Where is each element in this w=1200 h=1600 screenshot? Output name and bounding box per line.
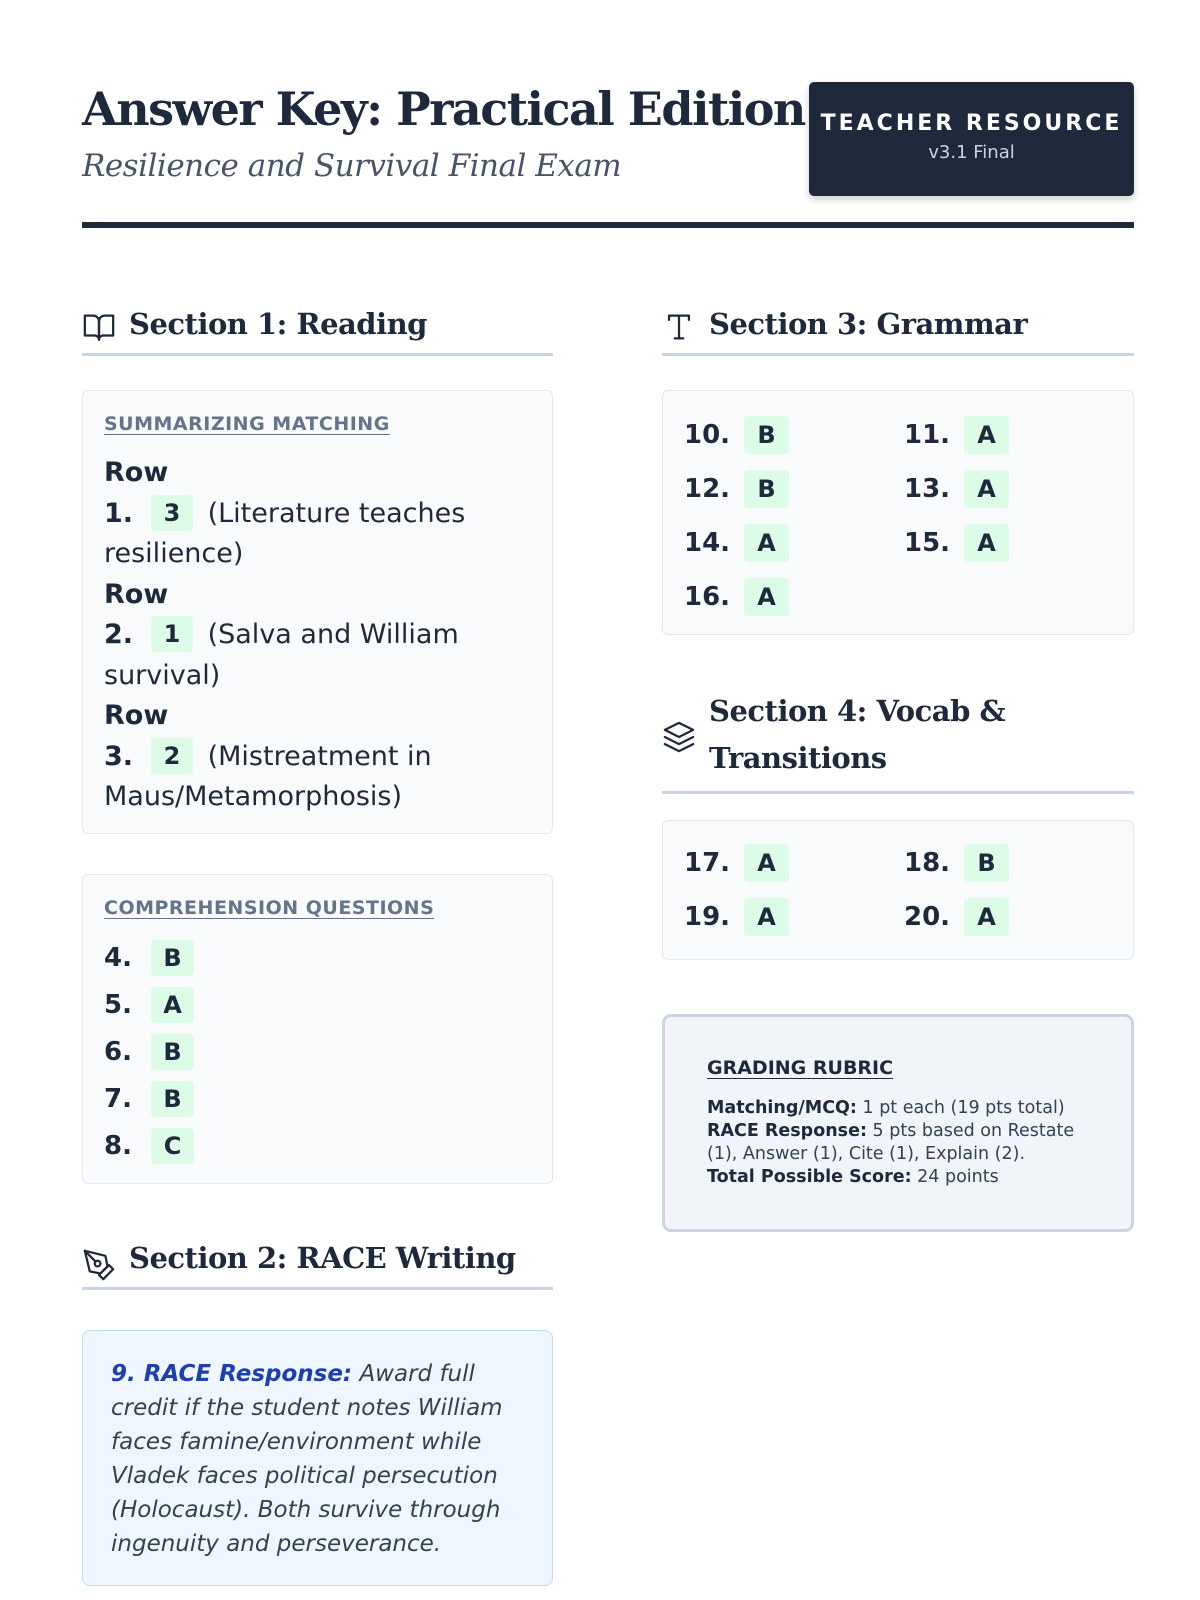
question-number: 17. [684, 848, 731, 878]
section-4-title-line-1: Section 4: Vocab & [709, 694, 1006, 728]
answer-pill: B [151, 940, 194, 976]
question-number: 18. [904, 848, 951, 878]
answer-pill: 2 [151, 738, 193, 774]
page-title: Answer Key: Practical Edition [82, 82, 805, 136]
row-word: Row [104, 700, 169, 731]
rubric-line-label: RACE Response: [707, 1121, 867, 1141]
answer-pill: B [151, 1081, 194, 1117]
pen-tool-icon [82, 1248, 116, 1282]
rubric-line [707, 1097, 1102, 1120]
question-number: 5. [104, 990, 132, 1020]
answer-pill: A [744, 844, 789, 882]
section-3-heading [662, 306, 1134, 356]
section-2-title: Section 2: RACE Writing [129, 1241, 516, 1275]
page-subtitle: Resilience and Survival Final Exam [82, 148, 622, 184]
matching-row [104, 696, 544, 818]
question-number: 7. [104, 1084, 132, 1114]
answer-pill: B [744, 470, 789, 508]
matching-answers [104, 453, 544, 818]
vocab-transitions-card [662, 820, 1134, 960]
question-number: 20. [904, 902, 951, 932]
matching-label: SUMMARIZING MATCHING [104, 413, 390, 435]
question-number: 10. [684, 420, 731, 450]
grading-rubric [662, 1014, 1134, 1232]
type-icon [662, 310, 696, 344]
row-note: (Literature teaches resilience) [104, 497, 466, 569]
question-number: 19. [684, 902, 731, 932]
section-2-heading [82, 1240, 553, 1290]
answer-pill: A [744, 898, 789, 936]
row-note: (Salva and William survival) [104, 619, 459, 691]
answer-pill: C [151, 1128, 194, 1164]
section-3-title: Section 3: Grammar [709, 307, 1028, 341]
layers-icon [662, 720, 696, 754]
rubric-body [707, 1097, 1102, 1189]
grammar-card [662, 390, 1134, 635]
section-1-title: Section 1: Reading [129, 307, 427, 341]
section-4-heading [662, 694, 1134, 794]
rubric-line [707, 1166, 1102, 1189]
rubric-line-text: 1 pt each (19 pts total) [856, 1098, 1065, 1118]
answer-pill: 1 [151, 616, 193, 652]
answer-pill: A [964, 898, 1009, 936]
row-word: Row [104, 578, 169, 610]
race-response-body: Award full credit if the student notes William faces famine/environment while Vladek faces political persecution (Holocaust). Both survive through ingenuity and perseverance. [111, 1361, 503, 1557]
answer-pill: A [744, 524, 789, 562]
question-number: 12. [684, 474, 731, 504]
race-response-lead: 9. RACE Response: [111, 1361, 353, 1387]
question-number: 8. [104, 1131, 132, 1161]
badge-title: TEACHER RESOURCE [820, 111, 1123, 136]
answer-pill: A [744, 578, 789, 616]
section-1-heading [82, 306, 553, 356]
badge-version: v3.1 Final [928, 142, 1015, 163]
matching-row [104, 575, 544, 697]
rubric-line-label: Total Possible Score: [707, 1167, 912, 1187]
matching-row [104, 453, 544, 575]
answer-pill: 3 [151, 495, 193, 531]
rubric-line-text: 5 pts based on Restate (1), Answer (1), Cite (1), Explain (2). [707, 1121, 1075, 1164]
summarizing-matching-card [82, 390, 553, 834]
answer-pill: A [964, 416, 1009, 454]
question-number: 13. [904, 474, 951, 504]
rubric-line-text: 24 points [911, 1167, 999, 1187]
section-4-title-line-2: Transitions [709, 741, 887, 775]
answer-pill: B [964, 844, 1009, 882]
row-number: 3. [104, 740, 134, 772]
comprehension-questions-card [82, 874, 553, 1184]
question-number: 16. [684, 582, 731, 612]
row-number: 2. [104, 619, 134, 650]
rubric-line-label: Matching/MCQ: [707, 1098, 857, 1118]
question-number: 6. [104, 1037, 132, 1067]
header-divider [82, 222, 1134, 228]
rubric-title: GRADING RUBRIC [707, 1057, 894, 1079]
row-word: Row [104, 457, 169, 488]
comprehension-label: COMPREHENSION QUESTIONS [104, 897, 435, 919]
row-number: 1. [104, 497, 134, 529]
rubric-line [707, 1120, 1102, 1166]
page-header [82, 82, 1134, 232]
answer-pill: B [151, 1034, 194, 1070]
answer-pill: B [744, 416, 789, 454]
answer-pill: A [964, 524, 1009, 562]
question-number: 4. [104, 943, 132, 973]
race-response-card [82, 1330, 553, 1586]
row-note: (Mistreatment in Maus/Metamorphosis) [104, 740, 432, 812]
book-open-icon [82, 310, 116, 344]
question-number: 14. [684, 528, 731, 558]
question-number: 11. [904, 420, 951, 450]
race-response-text [111, 1357, 521, 1561]
answer-pill: A [151, 987, 194, 1023]
teacher-resource-badge [809, 82, 1134, 196]
question-number: 15. [904, 528, 951, 558]
answer-pill: A [964, 470, 1009, 508]
